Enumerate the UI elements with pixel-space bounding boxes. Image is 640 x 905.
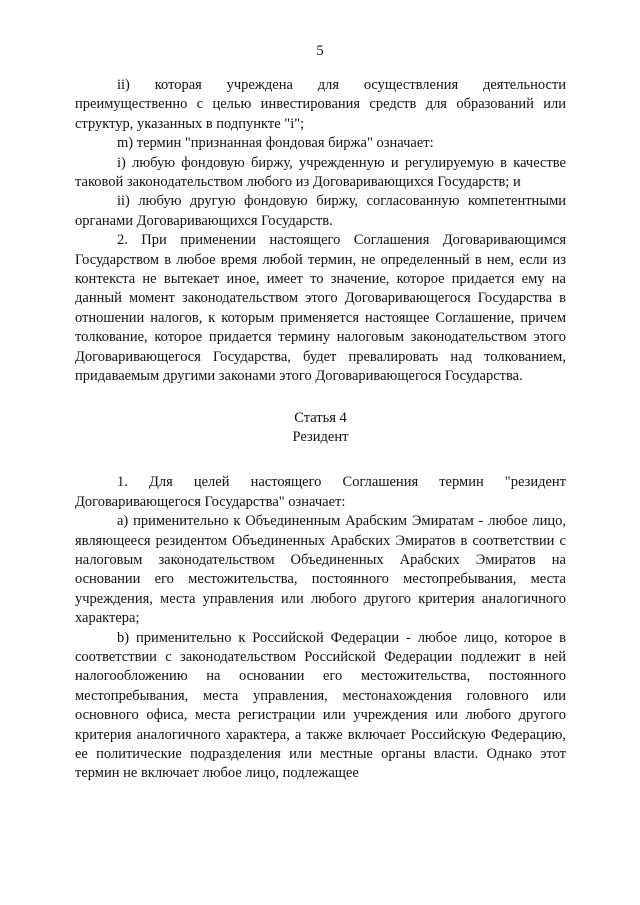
paragraph-i-any-exchange: i) любую фондовую биржу, учрежденную и регулируемую в качестве таковой законодательством любого из Договаривающихся Государств; и <box>75 154 566 191</box>
spacer <box>75 447 566 473</box>
paragraph-ii-other-exchange: ii) любую другую фондовую биржу, согласованную компетентными органами Договаривающихся Государств. <box>75 193 566 229</box>
article-number: Статья 4 <box>294 409 347 426</box>
page-number: 5 <box>316 43 324 59</box>
article-title: Резидент <box>292 428 349 445</box>
paragraph-ii-investment: ii) которая учреждена для осуществления деятельности преимущественно с целью инвестирования средств для образований или структур, указанных в подпункте "i"; <box>75 77 566 132</box>
paragraph-2-interpretation: 2. При применении настоящего Соглашения Договаривающимся Государством в любое время любой термин, не определенный в нем, если из контекста не вытекает иное, имеет то значение, которое придается ему на данный момент законодательством этого Договаривающегося Государства в отношении налогов, к которым применяется настоящее Соглашение, причем толкование, которое придается термину налоговым законодательством этого Договаривающегося Государства, будет превалировать над толкованием, придаваемым другими законами этого Договаривающегося Государства. <box>75 232 566 385</box>
paragraph-1-resident-definition: 1. Для целей настоящего Соглашения термин "резидент Договаривающегося Государства" означает: <box>75 474 566 510</box>
paragraph-b-russia: b) применительно к Российской Федерации - любое лицо, которое в соответствии с законодательством Российской Федерации подлежит в ней налогообложению на основании его местожительства, постоянного местопребывания, места управления, местонахождения головного или основного офиса, места регистрации или учреждения или любого другого критерия аналогичного характера, а также включает Российскую Федерацию, ее политические подразделения или местные органы власти. Однако этот термин не включает любое лицо, подлежащее <box>75 629 566 782</box>
paragraph-m-stock-exchange: m) термин "признанная фондовая биржа" означает: <box>117 135 434 152</box>
document-body <box>75 76 566 784</box>
paragraph-a-uae: a) применительно к Объединенным Арабским Эмиратам - любое лицо, являющееся резидентом Объединенных Арабских Эмиратов в соответствии с налоговым законодательством Объединенных Арабских Эмиратов на основании его местожительства, постоянного местопребывания, места учреждения, места управления или любого другого критерия аналогичного характера; <box>75 513 566 627</box>
